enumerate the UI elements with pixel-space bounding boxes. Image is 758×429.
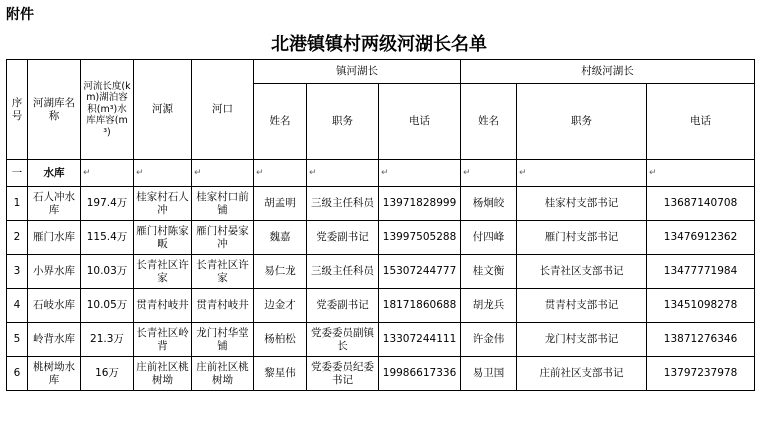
attachment-label: 附件	[6, 7, 34, 23]
village-chief-position-cell: 桂家村支部书记	[517, 187, 647, 221]
section-number: 一	[7, 160, 28, 187]
empty-cell: ↵	[379, 160, 461, 187]
header-source: 河源	[134, 60, 192, 160]
table-body	[7, 60, 755, 391]
town-chief-name-cell: 边金才	[254, 289, 307, 323]
town-chief-name-cell: 杨柏松	[254, 323, 307, 357]
seq-cell: 5	[7, 323, 28, 357]
reservoir-name-cell: 小界水库	[28, 255, 81, 289]
town-chief-phone-cell: 15307244777	[379, 255, 461, 289]
header-length: 河流长度(km)湖泊容积(m³)水库库容(m³)	[81, 60, 134, 160]
mouth-cell: 龙门村华堂铺	[192, 323, 254, 357]
table-row	[7, 289, 755, 323]
table-row	[7, 357, 755, 391]
mouth-cell: 庄前社区桃树坳	[192, 357, 254, 391]
capacity-cell: 197.4万	[81, 187, 134, 221]
capacity-cell: 21.3万	[81, 323, 134, 357]
village-chief-position-cell: 长青社区支部书记	[517, 255, 647, 289]
header-seq: 序号	[7, 60, 28, 160]
header-village-position: 职务	[517, 84, 647, 160]
mouth-cell: 雁门村晏家冲	[192, 221, 254, 255]
header-name: 河湖库名称	[28, 60, 81, 160]
header-town-position: 职务	[307, 84, 379, 160]
village-chief-name-cell: 许金伟	[461, 323, 517, 357]
source-cell: 雁门村陈家畈	[134, 221, 192, 255]
village-chief-name-cell: 付四峰	[461, 221, 517, 255]
mouth-cell: 贯青村岐井	[192, 289, 254, 323]
reservoir-name-cell: 石岐水库	[28, 289, 81, 323]
table-row	[7, 323, 755, 357]
empty-cell: ↵	[307, 160, 379, 187]
town-chief-phone-cell: 13971828999	[379, 187, 461, 221]
header-village-group: 村级河湖长	[461, 60, 755, 84]
reservoir-name-cell: 岭背水库	[28, 323, 81, 357]
empty-cell: ↵	[134, 160, 192, 187]
river-chief-table	[6, 59, 755, 391]
capacity-cell: 16万	[81, 357, 134, 391]
header-town-name: 姓名	[254, 84, 307, 160]
header-town-phone: 电话	[379, 84, 461, 160]
village-chief-name-cell: 胡龙兵	[461, 289, 517, 323]
reservoir-name-cell: 桃树坳水库	[28, 357, 81, 391]
village-chief-position-cell: 庄前社区支部书记	[517, 357, 647, 391]
table-row	[7, 255, 755, 289]
village-chief-phone-cell: 13797237978	[647, 357, 755, 391]
capacity-cell: 10.03万	[81, 255, 134, 289]
source-cell: 贯青村岐井	[134, 289, 192, 323]
section-row	[7, 160, 755, 187]
empty-cell: ↵	[81, 160, 134, 187]
village-chief-position-cell: 贯青村支部书记	[517, 289, 647, 323]
header-mouth: 河口	[192, 60, 254, 160]
town-chief-phone-cell: 19986617336	[379, 357, 461, 391]
section-label: 水库	[28, 160, 81, 187]
source-cell: 长青社区岭背	[134, 323, 192, 357]
empty-cell: ↵	[647, 160, 755, 187]
header-row-top	[7, 60, 755, 84]
reservoir-name-cell: 雁门水库	[28, 221, 81, 255]
mouth-cell: 长青社区许家	[192, 255, 254, 289]
empty-cell: ↵	[254, 160, 307, 187]
village-chief-name-cell: 杨炯皎	[461, 187, 517, 221]
town-chief-position-cell: 三级主任科员	[307, 187, 379, 221]
reservoir-name-cell: 石人冲水库	[28, 187, 81, 221]
village-chief-name-cell: 桂文衡	[461, 255, 517, 289]
table-row	[7, 187, 755, 221]
town-chief-phone-cell: 13307244111	[379, 323, 461, 357]
town-chief-position-cell: 党委副书记	[307, 289, 379, 323]
empty-cell: ↵	[192, 160, 254, 187]
town-chief-name-cell: 易仁龙	[254, 255, 307, 289]
seq-cell: 6	[7, 357, 28, 391]
town-chief-phone-cell: 18171860688	[379, 289, 461, 323]
source-cell: 庄前社区桃树坳	[134, 357, 192, 391]
village-chief-phone-cell: 13476912362	[647, 221, 755, 255]
town-chief-name-cell: 胡孟明	[254, 187, 307, 221]
seq-cell: 4	[7, 289, 28, 323]
town-chief-position-cell: 党委委员纪委书记	[307, 357, 379, 391]
village-chief-phone-cell: 13477771984	[647, 255, 755, 289]
town-chief-position-cell: 三级主任科员	[307, 255, 379, 289]
village-chief-position-cell: 龙门村支部书记	[517, 323, 647, 357]
village-chief-name-cell: 易卫国	[461, 357, 517, 391]
village-chief-phone-cell: 13687140708	[647, 187, 755, 221]
capacity-cell: 10.05万	[81, 289, 134, 323]
town-chief-name-cell: 魏嘉	[254, 221, 307, 255]
table-row	[7, 221, 755, 255]
header-village-phone: 电话	[647, 84, 755, 160]
town-chief-position-cell: 党委委员副镇长	[307, 323, 379, 357]
seq-cell: 1	[7, 187, 28, 221]
source-cell: 桂家村石人冲	[134, 187, 192, 221]
seq-cell: 2	[7, 221, 28, 255]
village-chief-phone-cell: 13871276346	[647, 323, 755, 357]
mouth-cell: 桂家村口前铺	[192, 187, 254, 221]
capacity-cell: 115.4万	[81, 221, 134, 255]
document-title: 北港镇镇村两级河湖长名单	[271, 34, 487, 55]
town-chief-name-cell: 黎星伟	[254, 357, 307, 391]
empty-cell: ↵	[517, 160, 647, 187]
empty-cell: ↵	[461, 160, 517, 187]
town-chief-phone-cell: 13997505288	[379, 221, 461, 255]
village-chief-position-cell: 雁门村支部书记	[517, 221, 647, 255]
village-chief-phone-cell: 13451098278	[647, 289, 755, 323]
seq-cell: 3	[7, 255, 28, 289]
source-cell: 长青社区许家	[134, 255, 192, 289]
town-chief-position-cell: 党委副书记	[307, 221, 379, 255]
header-town-group: 镇河湖长	[254, 60, 461, 84]
header-village-name: 姓名	[461, 84, 517, 160]
